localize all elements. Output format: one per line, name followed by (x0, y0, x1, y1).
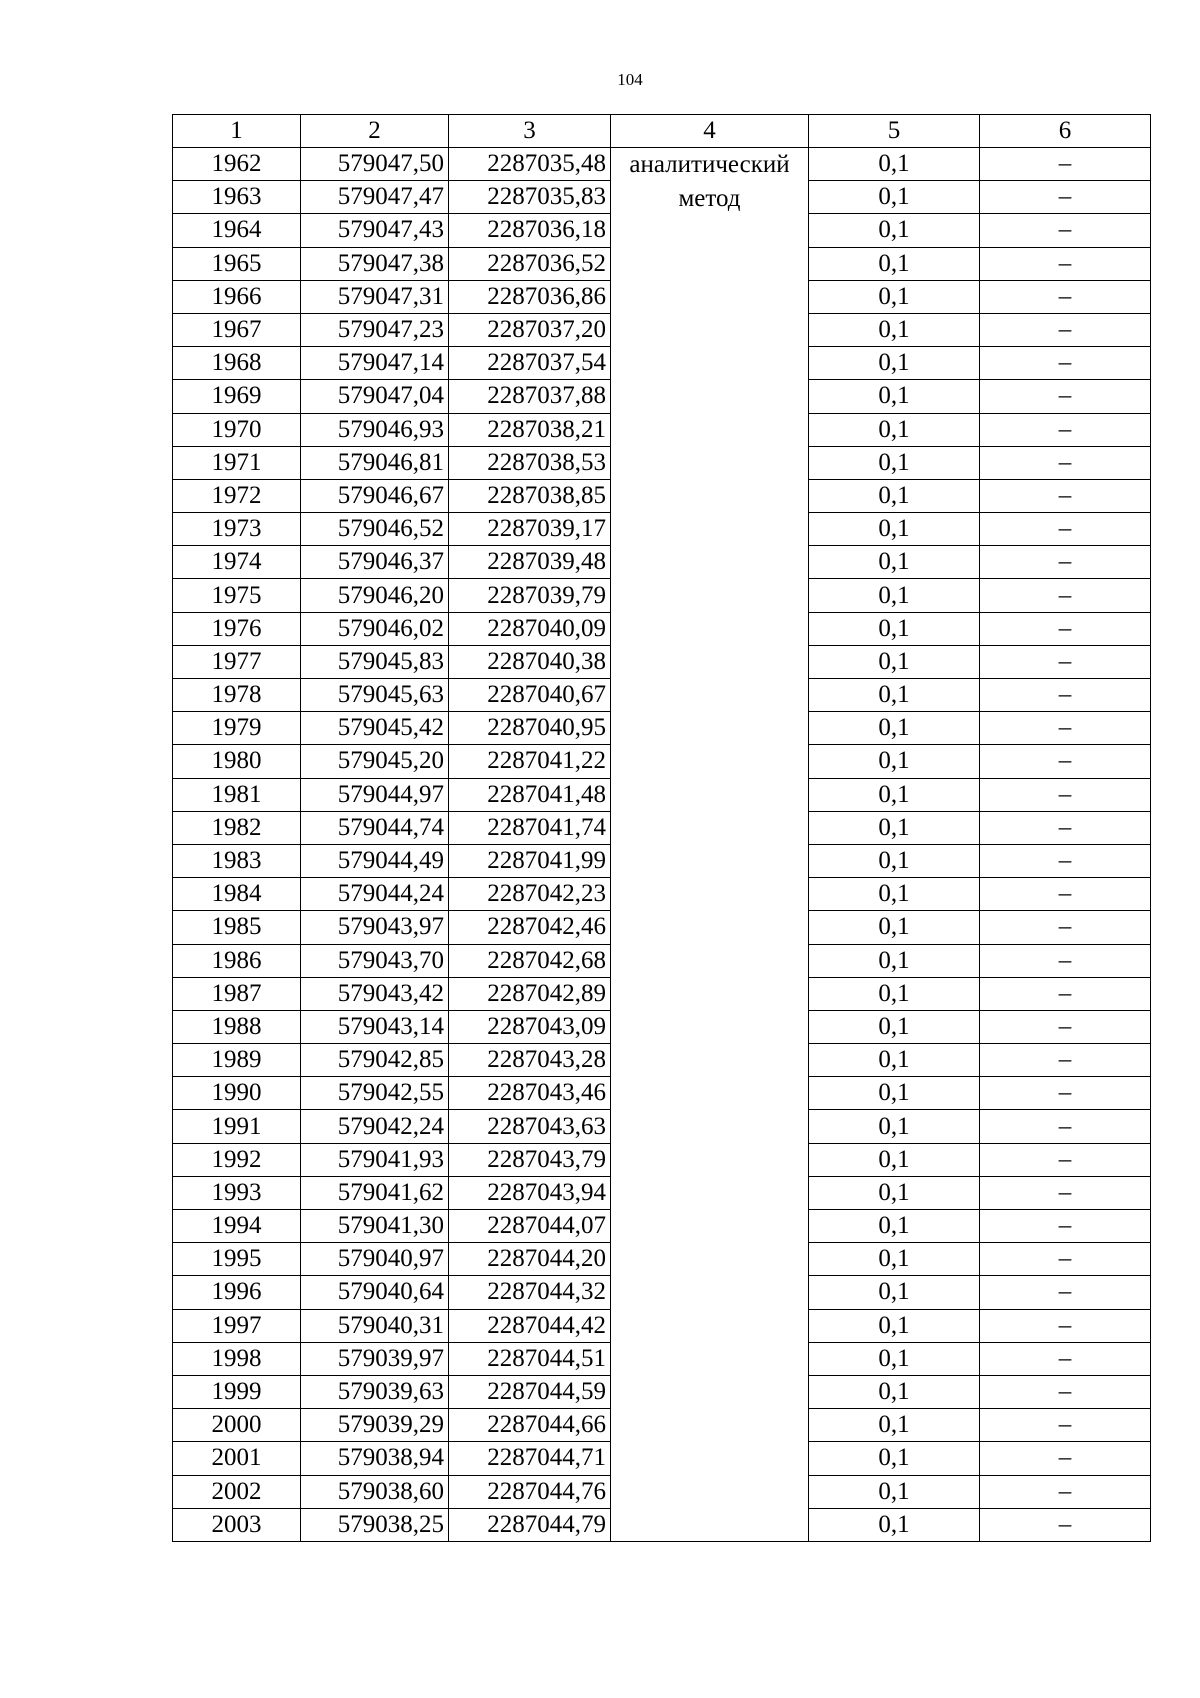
note-cell: – (980, 878, 1151, 911)
precision-cell: 0,1 (809, 1375, 980, 1408)
y-coordinate-cell: 2287044,71 (449, 1442, 611, 1475)
point-number-cell: 1995 (173, 1243, 301, 1276)
x-coordinate-cell: 579039,63 (301, 1375, 449, 1408)
point-number-cell: 1981 (173, 778, 301, 811)
point-number-cell: 1999 (173, 1375, 301, 1408)
x-coordinate-cell: 579047,31 (301, 280, 449, 313)
precision-cell: 0,1 (809, 579, 980, 612)
note-cell: – (980, 546, 1151, 579)
x-coordinate-cell: 579039,29 (301, 1409, 449, 1442)
table-row (173, 148, 1151, 181)
precision-cell: 0,1 (809, 844, 980, 877)
note-cell: – (980, 1077, 1151, 1110)
precision-cell: 0,1 (809, 612, 980, 645)
precision-cell: 0,1 (809, 745, 980, 778)
y-coordinate-cell: 2287042,68 (449, 944, 611, 977)
point-number-cell: 2000 (173, 1409, 301, 1442)
x-coordinate-cell: 579045,42 (301, 712, 449, 745)
point-number-cell: 1976 (173, 612, 301, 645)
note-cell: – (980, 612, 1151, 645)
point-number-cell: 2001 (173, 1442, 301, 1475)
x-coordinate-cell: 579047,50 (301, 148, 449, 181)
note-cell: – (980, 1475, 1151, 1508)
note-cell: – (980, 247, 1151, 280)
y-coordinate-cell: 2287044,42 (449, 1309, 611, 1342)
note-cell: – (980, 1309, 1151, 1342)
point-number-cell: 1990 (173, 1077, 301, 1110)
point-number-cell: 1989 (173, 1044, 301, 1077)
note-cell: – (980, 1210, 1151, 1243)
y-coordinate-cell: 2287044,79 (449, 1508, 611, 1541)
y-coordinate-cell: 2287043,46 (449, 1077, 611, 1110)
note-cell: – (980, 778, 1151, 811)
y-coordinate-cell: 2287044,66 (449, 1409, 611, 1442)
point-number-cell: 1969 (173, 380, 301, 413)
x-coordinate-cell: 579046,20 (301, 579, 449, 612)
point-number-cell: 1964 (173, 214, 301, 247)
x-coordinate-cell: 579045,83 (301, 645, 449, 678)
x-coordinate-cell: 579043,97 (301, 911, 449, 944)
precision-cell: 0,1 (809, 944, 980, 977)
y-coordinate-cell: 2287043,28 (449, 1044, 611, 1077)
note-cell: – (980, 1442, 1151, 1475)
precision-cell: 0,1 (809, 313, 980, 346)
precision-cell: 0,1 (809, 878, 980, 911)
precision-cell: 0,1 (809, 1309, 980, 1342)
y-coordinate-cell: 2287043,94 (449, 1176, 611, 1209)
x-coordinate-cell: 579039,97 (301, 1342, 449, 1375)
note-cell: – (980, 1375, 1151, 1408)
note-cell: – (980, 214, 1151, 247)
table-body (173, 148, 1151, 1542)
note-cell: – (980, 380, 1151, 413)
precision-cell: 0,1 (809, 380, 980, 413)
x-coordinate-cell: 579040,31 (301, 1309, 449, 1342)
header-col-1: 1 (173, 115, 301, 148)
precision-cell: 0,1 (809, 679, 980, 712)
note-cell: – (980, 1508, 1151, 1541)
x-coordinate-cell: 579045,63 (301, 679, 449, 712)
x-coordinate-cell: 579045,20 (301, 745, 449, 778)
x-coordinate-cell: 579043,70 (301, 944, 449, 977)
point-number-cell: 1966 (173, 280, 301, 313)
point-number-cell: 1996 (173, 1276, 301, 1309)
y-coordinate-cell: 2287044,76 (449, 1475, 611, 1508)
point-number-cell: 1985 (173, 911, 301, 944)
y-coordinate-cell: 2287040,09 (449, 612, 611, 645)
y-coordinate-cell: 2287044,51 (449, 1342, 611, 1375)
point-number-cell: 1992 (173, 1143, 301, 1176)
precision-cell: 0,1 (809, 1342, 980, 1375)
x-coordinate-cell: 579042,85 (301, 1044, 449, 1077)
header-col-2: 2 (301, 115, 449, 148)
note-cell: – (980, 1010, 1151, 1043)
note-cell: – (980, 977, 1151, 1010)
y-coordinate-cell: 2287041,48 (449, 778, 611, 811)
x-coordinate-cell: 579044,24 (301, 878, 449, 911)
header-col-5: 5 (809, 115, 980, 148)
precision-cell: 0,1 (809, 546, 980, 579)
precision-cell: 0,1 (809, 1110, 980, 1143)
x-coordinate-cell: 579047,04 (301, 380, 449, 413)
y-coordinate-cell: 2287044,59 (449, 1375, 611, 1408)
point-number-cell: 2003 (173, 1508, 301, 1541)
point-number-cell: 2002 (173, 1475, 301, 1508)
precision-cell: 0,1 (809, 1442, 980, 1475)
x-coordinate-cell: 579044,97 (301, 778, 449, 811)
precision-cell: 0,1 (809, 1010, 980, 1043)
note-cell: – (980, 1409, 1151, 1442)
note-cell: – (980, 280, 1151, 313)
precision-cell: 0,1 (809, 1210, 980, 1243)
y-coordinate-cell: 2287042,23 (449, 878, 611, 911)
x-coordinate-cell: 579038,60 (301, 1475, 449, 1508)
precision-cell: 0,1 (809, 479, 980, 512)
x-coordinate-cell: 579041,93 (301, 1143, 449, 1176)
x-coordinate-cell: 579043,42 (301, 977, 449, 1010)
y-coordinate-cell: 2287042,89 (449, 977, 611, 1010)
x-coordinate-cell: 579040,97 (301, 1243, 449, 1276)
note-cell: – (980, 1243, 1151, 1276)
precision-cell: 0,1 (809, 1409, 980, 1442)
note-cell: – (980, 148, 1151, 181)
y-coordinate-cell: 2287041,99 (449, 844, 611, 877)
x-coordinate-cell: 579046,02 (301, 612, 449, 645)
point-number-cell: 1965 (173, 247, 301, 280)
header-col-4: 4 (611, 115, 809, 148)
point-number-cell: 1983 (173, 844, 301, 877)
precision-cell: 0,1 (809, 977, 980, 1010)
page-number: 104 (617, 70, 643, 89)
x-coordinate-cell: 579040,64 (301, 1276, 449, 1309)
y-coordinate-cell: 2287040,95 (449, 712, 611, 745)
precision-cell: 0,1 (809, 1143, 980, 1176)
y-coordinate-cell: 2287037,54 (449, 347, 611, 380)
y-coordinate-cell: 2287044,20 (449, 1243, 611, 1276)
x-coordinate-cell: 579042,55 (301, 1077, 449, 1110)
y-coordinate-cell: 2287038,53 (449, 446, 611, 479)
precision-cell: 0,1 (809, 280, 980, 313)
note-cell: – (980, 479, 1151, 512)
y-coordinate-cell: 2287043,63 (449, 1110, 611, 1143)
precision-cell: 0,1 (809, 247, 980, 280)
precision-cell: 0,1 (809, 811, 980, 844)
note-cell: – (980, 413, 1151, 446)
x-coordinate-cell: 579044,49 (301, 844, 449, 877)
point-number-cell: 1962 (173, 148, 301, 181)
y-coordinate-cell: 2287040,67 (449, 679, 611, 712)
point-number-cell: 1975 (173, 579, 301, 612)
precision-cell: 0,1 (809, 712, 980, 745)
y-coordinate-cell: 2287038,85 (449, 479, 611, 512)
point-number-cell: 1994 (173, 1210, 301, 1243)
point-number-cell: 1991 (173, 1110, 301, 1143)
note-cell: – (980, 712, 1151, 745)
note-cell: – (980, 844, 1151, 877)
x-coordinate-cell: 579046,37 (301, 546, 449, 579)
y-coordinate-cell: 2287037,88 (449, 380, 611, 413)
y-coordinate-cell: 2287039,17 (449, 513, 611, 546)
point-number-cell: 1993 (173, 1176, 301, 1209)
precision-cell: 0,1 (809, 214, 980, 247)
y-coordinate-cell: 2287036,52 (449, 247, 611, 280)
note-cell: – (980, 579, 1151, 612)
x-coordinate-cell: 579038,25 (301, 1508, 449, 1541)
x-coordinate-cell: 579047,43 (301, 214, 449, 247)
point-number-cell: 1968 (173, 347, 301, 380)
precision-cell: 0,1 (809, 148, 980, 181)
y-coordinate-cell: 2287043,79 (449, 1143, 611, 1176)
note-cell: – (980, 1044, 1151, 1077)
x-coordinate-cell: 579038,94 (301, 1442, 449, 1475)
note-cell: – (980, 347, 1151, 380)
point-number-cell: 1970 (173, 413, 301, 446)
x-coordinate-cell: 579047,38 (301, 247, 449, 280)
point-number-cell: 1974 (173, 546, 301, 579)
y-coordinate-cell: 2287044,07 (449, 1210, 611, 1243)
point-number-cell: 1967 (173, 313, 301, 346)
point-number-cell: 1984 (173, 878, 301, 911)
point-number-cell: 1979 (173, 712, 301, 745)
note-cell: – (980, 811, 1151, 844)
precision-cell: 0,1 (809, 1176, 980, 1209)
y-coordinate-cell: 2287043,09 (449, 1010, 611, 1043)
point-number-cell: 1963 (173, 181, 301, 214)
note-cell: – (980, 1342, 1151, 1375)
header-col-3: 3 (449, 115, 611, 148)
note-cell: – (980, 1110, 1151, 1143)
point-number-cell: 1971 (173, 446, 301, 479)
precision-cell: 0,1 (809, 513, 980, 546)
y-coordinate-cell: 2287035,48 (449, 148, 611, 181)
note-cell: – (980, 1276, 1151, 1309)
point-number-cell: 1982 (173, 811, 301, 844)
point-number-cell: 1987 (173, 977, 301, 1010)
x-coordinate-cell: 579043,14 (301, 1010, 449, 1043)
y-coordinate-cell: 2287039,79 (449, 579, 611, 612)
x-coordinate-cell: 579046,52 (301, 513, 449, 546)
point-number-cell: 1972 (173, 479, 301, 512)
y-coordinate-cell: 2287038,21 (449, 413, 611, 446)
y-coordinate-cell: 2287039,48 (449, 546, 611, 579)
table-header (173, 115, 1151, 148)
coordinates-table (172, 114, 1151, 1542)
precision-cell: 0,1 (809, 446, 980, 479)
point-number-cell: 1977 (173, 645, 301, 678)
x-coordinate-cell: 579046,67 (301, 479, 449, 512)
method-cell: аналитический метод (611, 148, 809, 1542)
y-coordinate-cell: 2287036,86 (449, 280, 611, 313)
point-number-cell: 1986 (173, 944, 301, 977)
precision-cell: 0,1 (809, 1044, 980, 1077)
note-cell: – (980, 513, 1151, 546)
note-cell: – (980, 911, 1151, 944)
y-coordinate-cell: 2287044,32 (449, 1276, 611, 1309)
point-number-cell: 1988 (173, 1010, 301, 1043)
precision-cell: 0,1 (809, 645, 980, 678)
x-coordinate-cell: 579047,47 (301, 181, 449, 214)
precision-cell: 0,1 (809, 1077, 980, 1110)
point-number-cell: 1973 (173, 513, 301, 546)
precision-cell: 0,1 (809, 347, 980, 380)
point-number-cell: 1980 (173, 745, 301, 778)
point-number-cell: 1997 (173, 1309, 301, 1342)
x-coordinate-cell: 579044,74 (301, 811, 449, 844)
y-coordinate-cell: 2287035,83 (449, 181, 611, 214)
x-coordinate-cell: 579047,14 (301, 347, 449, 380)
y-coordinate-cell: 2287037,20 (449, 313, 611, 346)
y-coordinate-cell: 2287040,38 (449, 645, 611, 678)
note-cell: – (980, 313, 1151, 346)
precision-cell: 0,1 (809, 181, 980, 214)
x-coordinate-cell: 579042,24 (301, 1110, 449, 1143)
header-col-6: 6 (980, 115, 1151, 148)
note-cell: – (980, 446, 1151, 479)
precision-cell: 0,1 (809, 911, 980, 944)
note-cell: – (980, 1143, 1151, 1176)
x-coordinate-cell: 579047,23 (301, 313, 449, 346)
y-coordinate-cell: 2287041,22 (449, 745, 611, 778)
precision-cell: 0,1 (809, 413, 980, 446)
y-coordinate-cell: 2287036,18 (449, 214, 611, 247)
precision-cell: 0,1 (809, 778, 980, 811)
y-coordinate-cell: 2287041,74 (449, 811, 611, 844)
x-coordinate-cell: 579046,93 (301, 413, 449, 446)
precision-cell: 0,1 (809, 1276, 980, 1309)
note-cell: – (980, 944, 1151, 977)
point-number-cell: 1998 (173, 1342, 301, 1375)
note-cell: – (980, 1176, 1151, 1209)
header-row (173, 115, 1151, 148)
precision-cell: 0,1 (809, 1508, 980, 1541)
x-coordinate-cell: 579041,62 (301, 1176, 449, 1209)
point-number-cell: 1978 (173, 679, 301, 712)
note-cell: – (980, 679, 1151, 712)
note-cell: – (980, 645, 1151, 678)
precision-cell: 0,1 (809, 1243, 980, 1276)
note-cell: – (980, 745, 1151, 778)
x-coordinate-cell: 579041,30 (301, 1210, 449, 1243)
y-coordinate-cell: 2287042,46 (449, 911, 611, 944)
x-coordinate-cell: 579046,81 (301, 446, 449, 479)
precision-cell: 0,1 (809, 1475, 980, 1508)
note-cell: – (980, 181, 1151, 214)
